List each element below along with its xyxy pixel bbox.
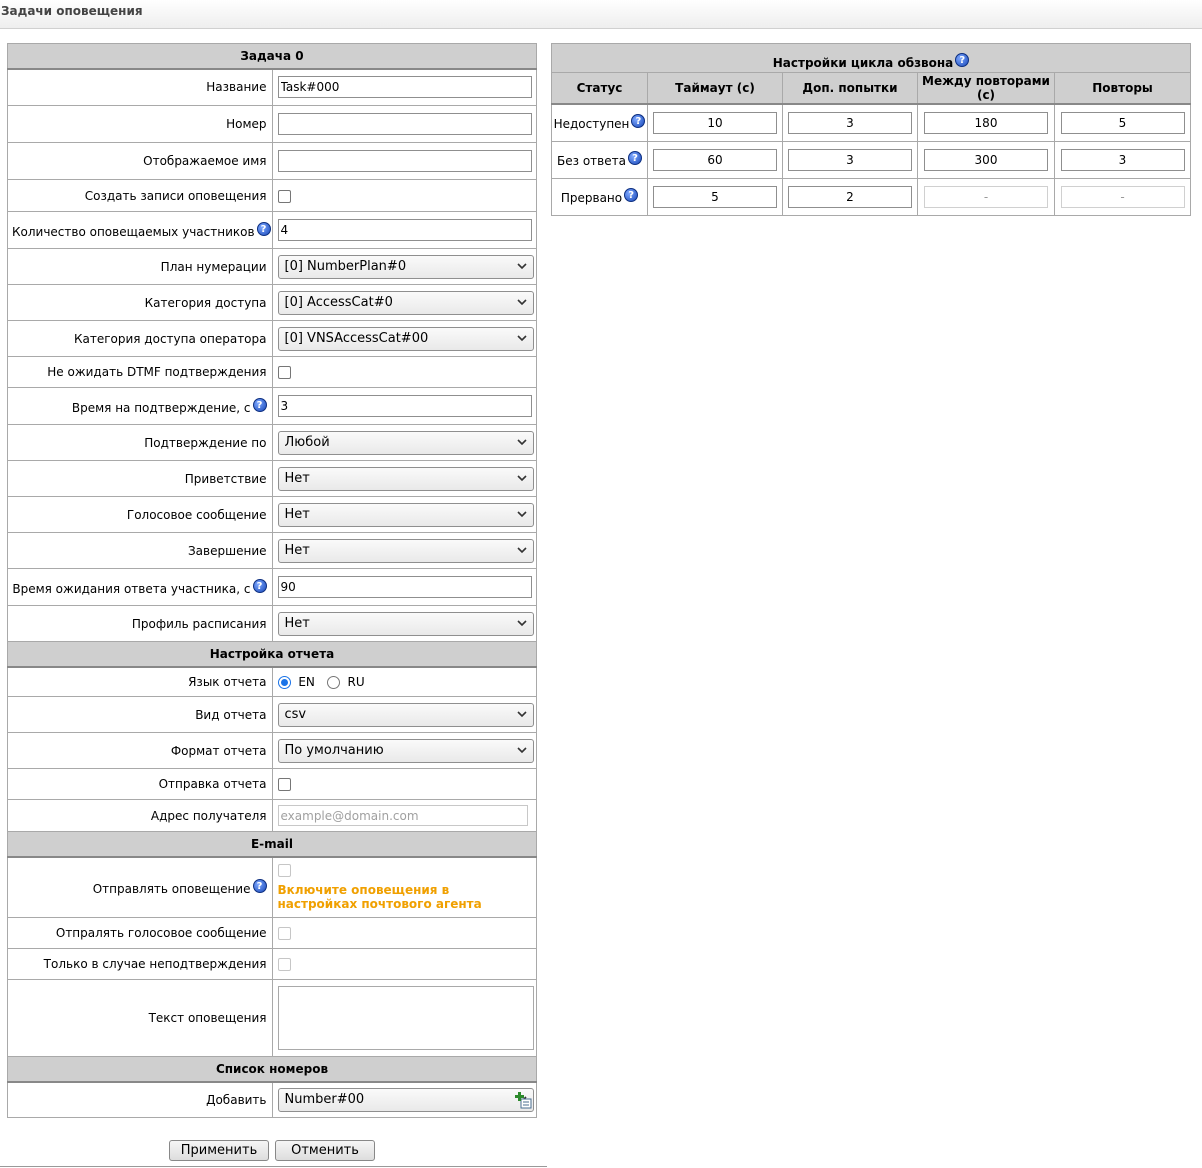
confirm-by-value: Любой: [284, 434, 330, 450]
confirm-time-input[interactable]: [278, 395, 532, 417]
email-section-header: E-mail: [8, 832, 537, 857]
repeats-input: -: [1061, 186, 1185, 208]
extra-attempts-input[interactable]: 3: [788, 149, 912, 171]
display-name-label: Отображаемое имя: [8, 143, 273, 180]
help-icon[interactable]: ?: [955, 53, 969, 67]
chevron-down-icon: [517, 333, 527, 343]
help-icon[interactable]: ?: [628, 151, 642, 165]
display-name-input[interactable]: [278, 150, 532, 172]
col-extra-attempts: Доп. попытки: [783, 73, 918, 105]
create-records-label: Создать записи оповещения: [8, 180, 273, 212]
confirm-by-label: Подтверждение по: [8, 425, 273, 461]
help-icon[interactable]: ?: [624, 188, 638, 202]
access-category-label: Категория доступа: [8, 285, 273, 321]
answer-wait-input[interactable]: [278, 576, 532, 598]
report-type-label: Вид отчета: [8, 697, 273, 733]
mail-agent-warning: Включите оповещения в настройках почтового агента: [277, 883, 482, 912]
report-format-label: Формат отчета: [8, 733, 273, 769]
help-icon[interactable]: ?: [253, 579, 267, 593]
report-format-value: По умолчанию: [284, 742, 384, 758]
chevron-down-icon: [517, 745, 527, 755]
status-label: Прервано: [560, 191, 623, 205]
help-icon[interactable]: ?: [631, 114, 645, 128]
report-language-en-radio[interactable]: [278, 676, 291, 689]
report-language-ru-label: RU: [347, 674, 365, 689]
operator-access-category-label: Категория доступа оператора: [8, 321, 273, 357]
notification-text-area[interactable]: [278, 986, 534, 1050]
notification-text-label: Текст оповещения: [8, 980, 273, 1057]
extra-attempts-input[interactable]: 3: [788, 112, 912, 134]
ending-label: Завершение: [8, 533, 273, 569]
confirm-time-row-label: [8, 388, 273, 425]
no-dtmf-checkbox[interactable]: [278, 366, 291, 379]
answer-wait-label: Время ожидания ответа участника, с: [12, 581, 251, 596]
cycle-title: Настройки цикла обзвона: [772, 56, 954, 70]
extra-attempts-input[interactable]: 2: [788, 186, 912, 208]
send-notification-checkbox[interactable]: [278, 864, 291, 877]
ending-value: Нет: [284, 542, 310, 558]
chevron-down-icon: [517, 297, 527, 307]
report-send-label: Отправка отчета: [8, 769, 273, 800]
no-dtmf-label: Не ожидать DTMF подтверждения: [8, 357, 273, 388]
apply-button[interactable]: Применить: [169, 1140, 269, 1161]
repeats-input[interactable]: 3: [1061, 149, 1185, 171]
report-type-select[interactable]: [278, 703, 534, 727]
chevron-down-icon: [517, 618, 527, 628]
chevron-down-icon: [517, 545, 527, 555]
name-label: Название: [8, 69, 273, 106]
cycle-row-no-answer: [552, 141, 1191, 178]
send-notification-label: Отправлять оповещение: [92, 881, 251, 896]
answer-wait-row-label: [8, 569, 273, 606]
numbering-plan-label: План нумерации: [8, 249, 273, 285]
operator-access-category-select[interactable]: [278, 327, 534, 351]
confirm-time-label: Время на подтверждение, с: [71, 400, 251, 415]
participants-count-input[interactable]: [278, 219, 532, 241]
only-unconfirmed-checkbox[interactable]: [278, 958, 291, 971]
schedule-profile-label: Профиль расписания: [8, 606, 273, 642]
timeout-input[interactable]: 10: [653, 112, 777, 134]
schedule-profile-value: Нет: [284, 615, 310, 631]
repeats-input[interactable]: 5: [1061, 112, 1185, 134]
add-number-select[interactable]: [278, 1088, 534, 1112]
timeout-input[interactable]: 60: [653, 149, 777, 171]
add-number-value: Number#00: [284, 1091, 365, 1107]
name-input[interactable]: [278, 76, 532, 98]
chevron-down-icon: [517, 437, 527, 447]
report-language-label: Язык отчета: [8, 667, 273, 697]
numbering-plan-value: [0] NumberPlan#0: [284, 258, 407, 274]
numbers-section-header: Список номеров: [8, 1057, 537, 1082]
recipient-label: Адрес получателя: [8, 800, 273, 832]
report-type-value: csv: [284, 706, 307, 722]
send-voice-label: Отпралять голосовое сообщение: [8, 918, 273, 949]
call-cycle-table: [551, 43, 1191, 216]
voice-message-value: Нет: [284, 506, 310, 522]
between-repeats-input[interactable]: 180: [924, 112, 1048, 134]
only-unconfirmed-label: Только в случае неподтверждения: [8, 949, 273, 980]
access-category-select[interactable]: [278, 291, 534, 315]
greeting-select[interactable]: [278, 467, 534, 491]
cycle-row-interrupted: [552, 178, 1191, 215]
voice-message-label: Голосовое сообщение: [8, 497, 273, 533]
divider: [0, 1166, 547, 1167]
window-title: Задачи оповещения: [1, 4, 143, 18]
help-icon[interactable]: ?: [253, 879, 267, 893]
ending-select[interactable]: [278, 539, 534, 563]
report-section-header: Настройка отчета: [8, 642, 537, 667]
report-language-ru-radio[interactable]: [327, 676, 340, 689]
voice-message-select[interactable]: [278, 503, 534, 527]
greeting-label: Приветствие: [8, 461, 273, 497]
participants-count-row-label: [8, 212, 273, 249]
number-label: Номер: [8, 106, 273, 143]
status-label: Недоступен: [553, 117, 630, 132]
col-between-repeats: Между повторами (с): [918, 73, 1055, 105]
between-repeats-input[interactable]: 300: [924, 149, 1048, 171]
col-repeats: Повторы: [1055, 73, 1191, 105]
col-status: Статус: [552, 73, 648, 105]
cycle-row-unavailable: [552, 104, 1191, 141]
task-header: Задача 0: [8, 44, 537, 69]
chevron-down-icon: [517, 509, 527, 519]
operator-access-category-value: [0] VNSAccessCat#00: [284, 330, 429, 346]
task-settings-table: [7, 43, 537, 1118]
help-icon[interactable]: ?: [253, 398, 267, 412]
report-send-checkbox[interactable]: [278, 778, 291, 791]
cycle-title-cell: [552, 44, 1191, 73]
chevron-down-icon: [517, 261, 527, 271]
schedule-profile-select[interactable]: [278, 612, 534, 636]
send-notification-row-label: [8, 857, 273, 918]
confirm-by-select[interactable]: [278, 431, 534, 455]
status-label: Без ответа: [557, 154, 626, 168]
add-number-label: Добавить: [8, 1082, 273, 1118]
create-records-checkbox[interactable]: [278, 190, 291, 203]
help-icon[interactable]: ?: [257, 222, 271, 236]
cancel-button[interactable]: Отменить: [275, 1140, 375, 1161]
window-title-bar: [0, 0, 1202, 29]
chevron-down-icon: [517, 473, 527, 483]
recipient-input[interactable]: [278, 805, 528, 826]
greeting-value: Нет: [284, 470, 310, 486]
report-format-select[interactable]: [278, 739, 534, 763]
report-language-en-label: EN: [298, 674, 315, 689]
number-input[interactable]: [278, 113, 532, 135]
add-number-icon[interactable]: [515, 1092, 532, 1109]
access-category-value: [0] AccessCat#0: [284, 294, 393, 310]
send-voice-checkbox[interactable]: [278, 927, 291, 940]
col-timeout: Таймаут (с): [648, 73, 783, 105]
numbering-plan-select[interactable]: [278, 255, 534, 279]
between-repeats-input: -: [924, 186, 1048, 208]
participants-count-label: Количество оповещаемых участников: [12, 224, 255, 239]
chevron-down-icon: [517, 709, 527, 719]
timeout-input[interactable]: 5: [653, 186, 777, 208]
